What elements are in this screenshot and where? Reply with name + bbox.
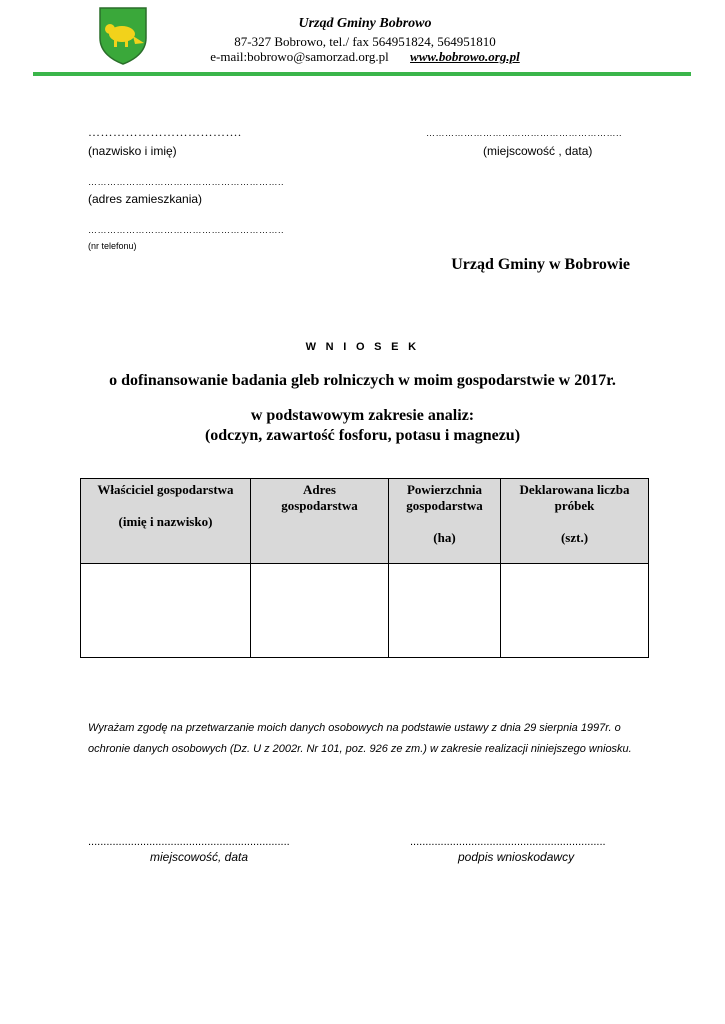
phone-label: (nr telefonu) xyxy=(88,241,137,251)
column-header-samples-title: Deklarowana liczba próbek xyxy=(519,482,630,513)
place-date-dotted-line: …………………………………………………….. xyxy=(426,128,623,138)
recipient-office: Urząd Gminy w Bobrowie xyxy=(451,256,630,273)
office-address-phone: 87-327 Bobrowo, tel./ fax 564951824, 564951810 xyxy=(234,34,496,49)
place-date-label: (miejscowość , data) xyxy=(483,144,593,158)
address-label: (adres zamieszkania) xyxy=(88,192,203,206)
office-contact-line xyxy=(160,49,570,65)
address-dotted-line: …………………………………………………….. xyxy=(88,177,285,187)
address-input-cell[interactable] xyxy=(251,564,389,658)
table-header-row xyxy=(81,479,649,564)
column-header-samples-unit: (szt.) xyxy=(560,530,589,545)
applicant-signature-dotted-line: ................................................................ xyxy=(410,836,606,848)
document-title: o dofinansowanie badania gleb rolniczych w moim gospodarstwie w 2017r. xyxy=(109,372,616,389)
column-header-address xyxy=(251,479,389,564)
area-input-cell[interactable] xyxy=(389,564,501,658)
column-header-area-unit: (ha) xyxy=(433,530,456,545)
name-label: (nazwisko i imię) xyxy=(88,144,177,158)
column-header-owner-sub: (imię i nazwisko) xyxy=(118,514,213,529)
column-header-address-title: Adres gospodarstwa xyxy=(281,482,358,513)
consent-text: Wyrażam zgodę na przetwarzanie moich danych osobowych na podstawie ustawy z dnia 29 sierpnia 1997r. o ochronie danych osobowych (Dz. U z 2002r. Nr 101, poz. 926 ze zm.) w zakresie realizacji niniejszego wniosku. xyxy=(88,722,632,755)
applicant-signature-label: podpis wnioskodawcy xyxy=(458,850,575,864)
application-table xyxy=(80,478,649,658)
column-header-area xyxy=(389,479,501,564)
column-header-owner xyxy=(81,479,251,564)
document-type: W N I O S E K xyxy=(305,341,420,353)
column-header-samples xyxy=(501,479,649,564)
office-email: e-mail:bobrowo@samorzad.org.pl xyxy=(210,49,389,64)
municipality-crest-logo xyxy=(98,6,148,66)
document-subtitle-line1: w podstawowym zakresie analiz: xyxy=(250,407,475,424)
name-dotted-line: ………………………………. xyxy=(88,125,242,139)
place-date-signature-label: miejscowość, data xyxy=(150,850,249,864)
place-date-signature-dotted-line: .................................................................. xyxy=(88,836,290,848)
owner-input-cell[interactable] xyxy=(81,564,251,658)
column-header-owner-title: Właściciel gospodarstwa xyxy=(97,482,234,497)
office-name: Urząd Gminy Bobrowo xyxy=(298,16,432,31)
document-subtitle-line2: (odczyn, zawartość fosforu, potasu i magnezu) xyxy=(204,427,521,444)
phone-dotted-line: …………………………………………………….. xyxy=(88,225,285,235)
column-header-area-title: Powierzchnia gospodarstwa xyxy=(406,482,483,513)
office-website-link[interactable]: www.bobrowo.org.pl xyxy=(410,49,520,64)
header-divider xyxy=(33,72,691,76)
samples-input-cell[interactable] xyxy=(501,564,649,658)
table-row xyxy=(81,564,649,658)
